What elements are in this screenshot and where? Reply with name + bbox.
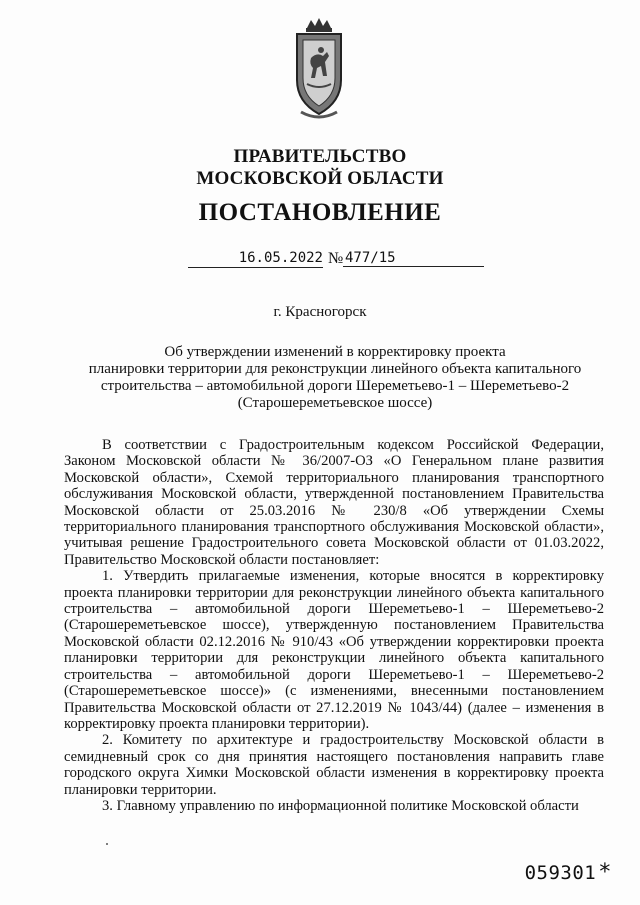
subject-line3: строительства – автомобильной дороги Шереметьево-1 – Шереметьево-2 <box>100 378 570 394</box>
government-title <box>0 146 640 190</box>
serial-code: 059301 <box>524 862 597 884</box>
date-number-line <box>188 250 484 270</box>
government-title-line2: МОСКОВСКОЙ ОБЛАСТИ <box>196 168 444 189</box>
subject-line2: планировки территории для реконструкции линейного объекта капитального <box>88 361 582 377</box>
body-paragraph-2: 2. Комитету по архитектуре и градостроительству Московской области в семидневный срок со дня принятия настоящего постановления направить главе городского округа Химки Московской области изменения в корректировку проекта планировки территории. <box>64 732 604 798</box>
body-paragraph-3: 3. Главному управлению по информационной политике Московской области <box>102 797 579 814</box>
subject-line4: (Старошереметьевское шоссе) <box>237 395 433 411</box>
coat-of-arms-icon <box>291 18 347 122</box>
asterisk-icon: * <box>598 860 612 885</box>
body-paragraph-preamble: В соответствии с Градостроительным кодексом Российской Федерации, Законом Московской области № 36/2007-ОЗ «О Генеральном плане развития Московской области», Схемой территориального планирования транспортного обслуживания Московской области, утвержденной постановлением Правительства Московской области от 25.03.2016 № 230/8 «Об утверждении Схемы территориального планирования транспортного обслуживания Московской области», учитывая решение Градостроительного совета Московской области от 01.03.2022, Правительство Московской области постановляет: <box>64 437 604 568</box>
document-type: ПОСТАНОВЛЕНИЕ <box>198 199 442 226</box>
government-title-line1: ПРАВИТЕЛЬСТВО <box>233 146 407 167</box>
document-number: 477/15 <box>343 250 484 267</box>
document-serial <box>525 860 612 885</box>
number-label: № <box>328 250 344 267</box>
document-date: 16.05.2022 <box>188 250 323 268</box>
subject-line1: Об утверждении изменений в корректировку проекта <box>164 344 506 360</box>
body-paragraph-1: 1. Утвердить прилагаемые изменения, которые вносятся в корректировку проекта планировки территории для реконструкции линейного объекта капитального строительства – автомобильной дороги Шереметьево-1 – Шереметьево-2 (Старошереметьевское шоссе), утвержденную постановлением Правительства Московской области 02.12.2016 № 910/43 «Об утверждении корректировки проекта планировки территории для реконструкции линейного объекта капитального строительства – автомобильной дороги Шереметьево-1 – Шереметьево-2 (Старошереметьевское шоссе)» (с изменениями, внесенными постановлением Правительства Московской области от 27.12.2019 № 1043/44) (далее – изменения в корректировку проекта планировки территории). <box>64 568 604 732</box>
document-body <box>64 437 604 814</box>
document-subject <box>70 344 600 412</box>
scan-dot <box>106 843 108 845</box>
city: г. Красногорск <box>273 304 367 320</box>
